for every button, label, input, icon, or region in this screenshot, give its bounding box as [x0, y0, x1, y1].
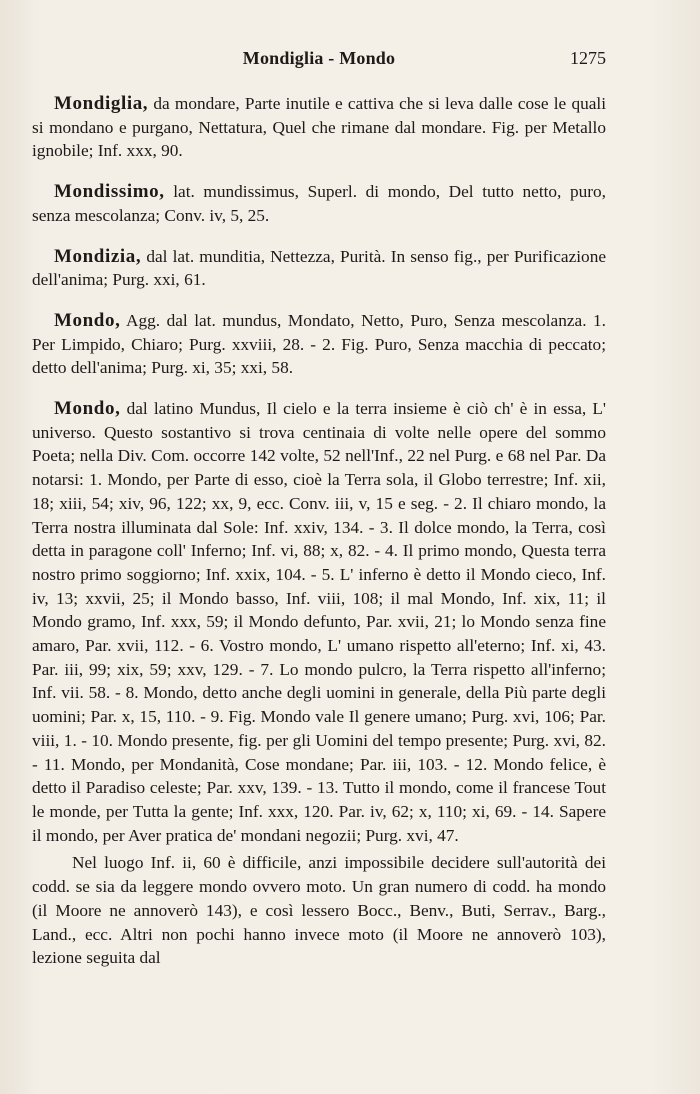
entry-mondiglia — [32, 92, 606, 163]
entry-definition: Agg. dal lat. mundus, Mondato, Netto, Puro, Senza mescolanza. 1. Per Limpido, Chiaro; Purg. xxviii, 28. - 2. Fig. Puro, Senza macchia di peccato; detto dell'anima; Purg. xi, 35; xxi, 58. — [32, 310, 606, 378]
entry-headword: Mondizia, — [54, 245, 142, 267]
entry-mondizia — [32, 245, 606, 292]
entry-definition: lat. mundissimus, Superl. di mondo, Del tutto netto, puro, senza mescolanza; Conv. iv, 5, 25. — [32, 182, 606, 225]
entry-definition: dal lat. munditia, Nettezza, Purità. In senso fig., per Purificazione dell'anima; Purg. xxi, 61. — [32, 246, 607, 290]
closing-paragraph: Nel luogo Inf. ii, 60 è difficile, anzi impossibile decidere sull'autorità dei codd. se sia da leggere mondo ovvero moto. Un gran numero di codd. ha mondo (il Moore ne annoverò 143), e così lessero Bocc., Benv., Buti, Serrav., Barg., Land., ecc. Altri non pochi hanno invece moto (il Moore ne annoverò 103), lezione seguita dal — [32, 853, 606, 968]
entry-definition: da mondare, Parte inutile e cattiva che si leva dalle cose le quali si mondano e purgano, Nettatura, Quel che rimane dal mondare. Fig. per Metallo ignobile; Inf. xxx, 90. — [32, 94, 606, 161]
entry-mondo-noun — [32, 397, 606, 847]
entry-headword: Mondo, — [54, 398, 121, 420]
running-title: Mondiglia - Mondo — [242, 48, 396, 68]
entry-headword: Mondo, — [54, 309, 121, 331]
entry-headword: Mondiglia, — [54, 93, 149, 114]
entry-mondo-adjective — [32, 309, 606, 380]
running-head — [32, 46, 606, 72]
entry-definition: dal latino Mundus, Il cielo e la terra insieme è ciò ch' è in essa, L' universo. Questo sostantivo si trova centinaia di volte nelle opere del sommo Poeta; nella Div. Com. occorre 142 volte, 52 nell'Inf., 22 nel Purg. e 68 nel Par. Da notarsi: 1. Mondo, per Parte di esso, cioè la Terra sola, il Globo terrestre; Inf. xii, 18; xiii, 54; xiv, 96, 122; xx, 9, ecc. Conv. iii, v, 15 e seg. - 2. Il chiaro mondo, la Terra nostra illuminata dal Sole: Inf. xxiv, 134. - 3. Il dolce mondo, la Terra, così detta in paragone coll' Inferno; Inf. vi, 88; x, 82. - 4. Il primo mondo, Questa terra nostro primo soggiorno; Inf. xxix, 104. - 5. L' inferno è detto il Mondo cieco, Inf. iv, 13; xxvii, 25; il Mondo basso, Inf. viii, 108; il mal Mondo, Inf. xix, 11; il Mondo gramo, Inf. xxx, 59; il Mondo defunto, Par. xvii, 21; lo Mondo senza fine amaro, Par. xvii, 112. - 6. Vostro mondo, L' umano rispetto all'eterno; Inf. xi, 43. Par. iii, 99; xix, 59; xxv, 129. - 7. Lo mondo pulcro, la Terra rispetto all'inferno; Inf. vii. 58. - 8. Mondo, detto anche degli uomini in generale, della Più parte degli uomini; Par. x, 15, 110. - 9. Fig. Mondo vale Il genere umano; Purg. xvi, 106; Par. viii, 1. - 10. Mondo presente, fig. per gli Uomini del tempo presente; Purg. xvi, 82. - 11. Mondo, per Mondanità, Cose mondane; Par. iii, 103. - 12. Mondo felice, è detto il Paradiso celeste; Par. xxv, 139. - 13. Tutto il mondo, come il francese Tout le monde, per Tutta la gente; Inf. xxx, 120. Par. iv, 62; x, 110; xi, 69. - 14. Sapere il mondo, per Aver pratica de' mondani negozii; Purg. xvi, 47. — [32, 399, 607, 845]
page-number: 1275 — [570, 48, 606, 68]
entry-headword: Mondissimo, — [54, 181, 165, 203]
entry-mondissimo — [32, 180, 606, 227]
text-block — [32, 92, 606, 987]
